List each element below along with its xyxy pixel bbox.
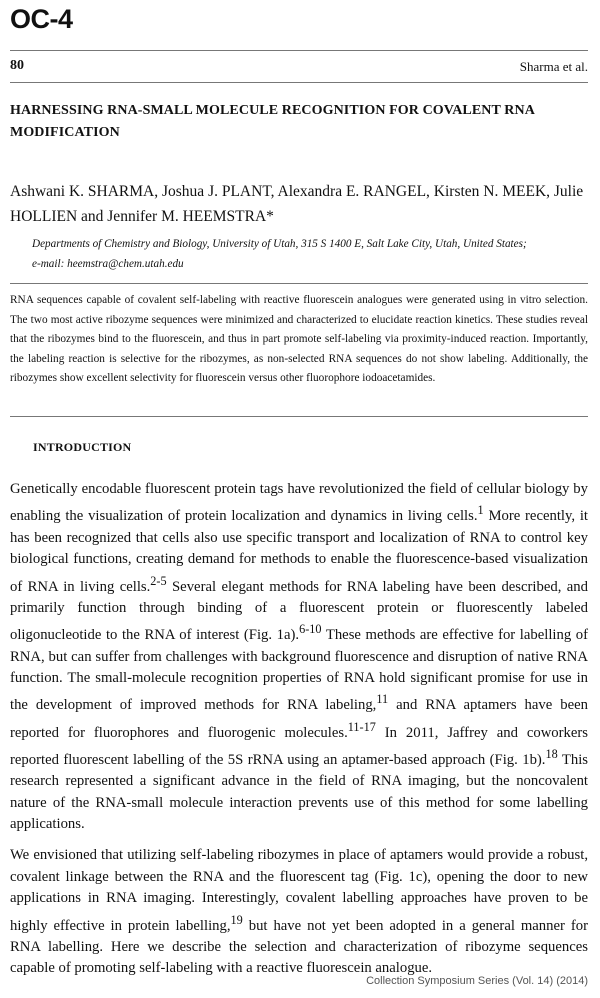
- running-head: Sharma et al.: [519, 59, 588, 74]
- citation: 11: [376, 692, 389, 707]
- author-list: Ashwani K. SHARMA, Joshua J. PLANT, Alexandra E. RANGEL, Kirsten N. MEEK, Julie HOLLIEN and Jennifer M. HEEMSTRA*: [10, 183, 584, 225]
- page-number: 80: [10, 58, 24, 73]
- sentence: Several elegant methods for RNA labeling have been described, and primarily function through binding of a fluorescent protein or fluorescently labeled oligonucleotide to the RNA of interest (Fig. 1a).: [10, 578, 588, 644]
- abstract-rule-bottom: [10, 416, 588, 417]
- citation: 1: [477, 503, 484, 518]
- abstract-text: RNA sequences capable of covalent self-labeling with reactive fluorescein analogues were generated using in vitro selection. The two most active ribozyme sequences were minimized and characterized to elucidate reaction kinetics. These studies reveal that the ribozymes bind to the fluorescein, and thus in part promote self-labeling via proximity-induced reaction. Importantly, the labeling reaction is selective for the ribozymes, as non-selected RNA sequences do not show labeling. Additionally, the ribozymes show excellent selectivity for fluorescein versus other fluorophore iodoacetamides.: [10, 294, 588, 384]
- sentence: but have not yet been adopted in a general manner for RNA labelling. Here we describe the selection and characterization of ribozyme sequences capable of promoting self-labeling with a reactive fluorescein analogue.: [10, 917, 588, 977]
- sentence: In 2011, Jaffrey and coworkers reported fluorescent labelling of the 5S rRNA using an aptamer-based approach (Fig. 1b).: [10, 724, 589, 768]
- contact-email: e-mail: heemstra@chem.utah.edu: [32, 257, 184, 270]
- sentence: We envisioned that utilizing self-labeling ribozymes in place of aptamers would provide a robust, covalent linkage between the RNA and the fluorescent tag (Fig. 1c), opening the door to new applications in RNA imaging. Interestingly, covalent labelling approaches have proven to be highly effective in protein labelling,: [10, 847, 588, 934]
- paragraph: [10, 845, 588, 979]
- sentence: Genetically encodable fluorescent protein tags have revolutionized the field of cellular biology by enabling the visualization of protein localization and dynamics in living cells.: [10, 481, 588, 525]
- sentence: and RNA aptamers have been reported for fluorophores and fluorogenic molecules.: [10, 697, 588, 741]
- header-rule-top: [10, 50, 588, 51]
- affiliation: Departments of Chemistry and Biology, University of Utah, 315 S 1400 E, Salt Lake City, Utah, United States;: [32, 238, 527, 250]
- citation: 6-10: [299, 622, 322, 637]
- affiliation-block: [32, 235, 588, 274]
- article-title: HARNESSING RNA-SMALL MOLECULE RECOGNITION FOR COVALENT RNA MODIFICATION: [10, 103, 535, 140]
- citation: 2-5: [150, 573, 167, 588]
- header-rule-bottom: [10, 82, 588, 83]
- section-heading-introduction: INTRODUCTION: [33, 440, 132, 454]
- sentence: These methods are effective for labelling of RNA, but can suffer from challenges with background fluorescence and disruption of native RNA function. The small-molecule recognition properties of RNA hold significant promise for use in the development of improved methods for RNA labeling,: [10, 627, 588, 714]
- sentence: This research represented a significant advance in the field of RNA imaging, but the noncovalent nature of the RNA-small molecule interaction prevents use of this method for some labelling applications.: [10, 751, 588, 833]
- abstract-code: OC-4: [10, 4, 73, 34]
- abstract-rule-top: [10, 283, 588, 284]
- citation: 18: [545, 746, 558, 761]
- introduction-body: [10, 479, 588, 990]
- citation: 11-17: [347, 719, 376, 734]
- sentence: More recently, it has been recognized that cells also use specific transport and localization of RNA to control key biological functions, creating demand for methods to enable the fluorescence-based visualization of RNA in living cells.: [10, 508, 588, 595]
- series-footer: Collection Symposium Series (Vol. 14) (2014): [366, 975, 588, 987]
- citation: 19: [230, 912, 243, 927]
- paragraph: [10, 479, 588, 835]
